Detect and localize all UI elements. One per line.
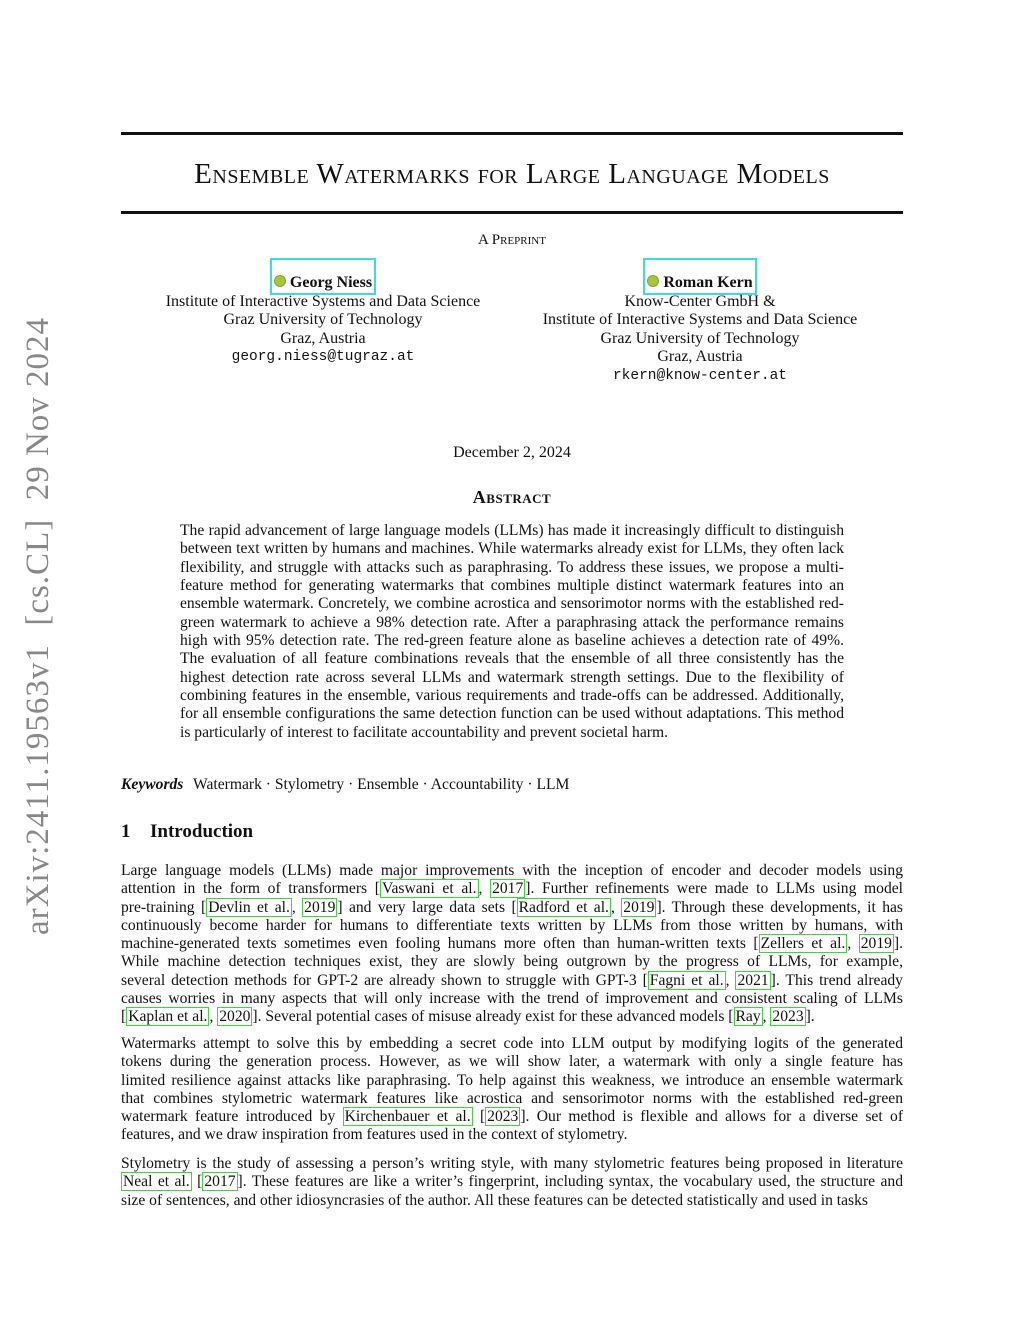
text-line: Stylometry is the study of assessing a person’s writing style, with many stylometric features being proposed in literature: [121, 1155, 903, 1172]
preprint-label: A Preprint: [478, 232, 546, 248]
author-block-1: [150, 258, 496, 367]
author-affiliation: Know-Center GmbH &: [624, 292, 776, 310]
author-affiliation: Institute of Interactive Systems and Data Science: [542, 311, 858, 328]
author-email[interactable]: rkern@know-center.at: [612, 367, 788, 384]
intro-paragraph-1: [121, 862, 903, 1027]
text-line: attention in the form of transformers [ Vaswani et al. , 2017 ]. Further refinements were made to LLMs using model: [121, 880, 904, 898]
citation-link[interactable]: Vaswani et al.: [381, 880, 477, 898]
text-line: that combines stylometric watermark features like acrostica and sensorimotor norms with the established red-green: [121, 1089, 903, 1107]
author-affiliation: Graz, Austria: [280, 329, 366, 347]
citation-link[interactable]: 2021: [737, 971, 769, 989]
citation-link[interactable]: 2020: [219, 1008, 251, 1026]
text-line: watermark feature introduced by Kirchenbauer et al. [ 2023 ]. Our method is flexible and allows for a diverse set of: [121, 1108, 904, 1126]
intro-paragraph-2: [121, 1035, 903, 1145]
keywords-label: Keywords: [121, 776, 184, 793]
author-affiliation: Graz, Austria: [657, 348, 743, 365]
orcid-icon[interactable]: [274, 275, 286, 287]
citation-link[interactable]: Radford et al.: [518, 898, 609, 916]
citation-link[interactable]: Neal et al.: [123, 1173, 190, 1191]
abstract-text: The rapid advancement of large language models (LLMs) has made it increasingly difficult to distinguish between text written by humans and machines. While watermarks already exist for LLMs, they often lack flexibility, and struggle with attacks such as paraphrasing. To address these issues, we propose a multi-feature method for generating watermarks that combines multiple distinct watermark features into an ensemble watermark. Concretely, we combine acrostica and sensorimotor norms with the established red-green watermark to achieve a 98% detection rate. After a paraphrasing attack the performance remains high with 95% detection rate. The red-green feature alone as baseline achieves a detection rate of 49%. The evaluation of all feature combinations reveals that the ensemble of all three consistently has the highest detection rate across several LLMs and watermark strength settings. Due to the flexibility of combining features in the ensemble, various requirements and trade-offs can be addressed. Additionally, for all ensemble configurations the same detection function can be used without adaptations. This method is particularly of interest to facilitate accountability and prevent societal harm.: [180, 522, 844, 741]
citation-link[interactable]: 2019: [623, 898, 655, 916]
paper-title: Ensemble Watermarks for Large Language Models: [194, 158, 830, 190]
author-affiliation: Graz University of Technology: [600, 329, 800, 347]
text-line: [ Kaplan et al. , 2020 ]. Several potential cases of misuse already exist for these advanced models [ Ray , 2023 ].: [121, 1008, 815, 1026]
paper-date: December 2, 2024: [453, 444, 571, 461]
section-heading: [121, 821, 253, 843]
keywords-list: Watermark · Stylometry · Ensemble · Accountability · LLM: [193, 776, 570, 793]
section-number: 1: [121, 821, 131, 842]
title-top-rule: [121, 132, 903, 135]
citation-link[interactable]: Zellers et al.: [760, 935, 846, 953]
keywords-line: [121, 776, 569, 794]
title-bottom-rule: [121, 211, 903, 214]
text-line: pre-training [ Devlin et al. , 2019 ] and very large data sets [ Radford et al. , 2019 ]. Through these developments, it has: [121, 898, 903, 916]
citation-link[interactable]: Kirchenbauer et al.: [344, 1108, 471, 1126]
text-line: Neal et al. [ 2017 ]. These features are like a writer’s fingerprint, including syntax, the vocabulary used, the structure and: [123, 1173, 904, 1191]
text-line: Large language models (LLMs) made major improvements with the inception of encoder and decoder models using: [121, 862, 903, 879]
author-name-link[interactable]: Roman Kern: [643, 258, 756, 295]
text-line: machine-generated texts sometimes even fooling humans more often than human-written texts [ Zellers et al. , 2019 ].: [121, 935, 904, 953]
citation-link[interactable]: Fagni et al.: [649, 971, 724, 989]
citation-link[interactable]: 2017: [492, 880, 524, 898]
text-line: While machine detection techniques exist, they are slowly being outgrown by the progress of LLMs, for example,: [121, 953, 903, 971]
citation-link[interactable]: 2023: [772, 1008, 804, 1026]
text-line: size of sentences, and other idiosyncrasies of the author. All these features can be detected statistically and used in tasks: [121, 1191, 868, 1209]
citation-link[interactable]: 2023: [487, 1108, 519, 1126]
orcid-icon[interactable]: [647, 275, 659, 287]
citation-link[interactable]: Kaplan et al.: [128, 1008, 208, 1026]
text-line: causes worries in many aspects that will only increase with the trend of improvement and consistent scaling of LLMs: [121, 990, 903, 1008]
abstract-heading: Abstract: [472, 487, 552, 507]
text-line: features, and we draw inspiration from features used in the context of stylometry.: [121, 1126, 628, 1144]
citation-link[interactable]: 2019: [304, 898, 336, 916]
text-line: continuously become harder for humans to differentiate texts written by LLMs from those written by humans, with: [121, 916, 903, 934]
author-block-2: [525, 258, 875, 385]
author-name-link[interactable]: Georg Niess: [270, 258, 376, 295]
author-affiliation: Institute of Interactive Systems and Data Science: [165, 292, 481, 310]
arxiv-identifier-stamp: arXiv:2411.19563v1 [cs.CL] 29 Nov 2024: [20, 316, 56, 935]
citation-link[interactable]: 2019: [860, 935, 892, 953]
citation-link[interactable]: 2017: [204, 1173, 236, 1191]
text-line: several detection methods for GPT-2 are already shown to struggle with GPT-3 [ Fagni et al. , 2021 ]. This trend already: [121, 971, 903, 989]
text-line: Watermarks attempt to solve this by embedding a secret code into LLM output by modifying logits of the generated: [121, 1035, 903, 1052]
author-email[interactable]: georg.niess@tugraz.at: [231, 349, 415, 365]
intro-paragraph-3: [121, 1155, 903, 1210]
text-line: limited resilience against attacks like paraphrasing. To help against this weakness, we introduce an ensemble watermark: [121, 1071, 903, 1089]
citation-link[interactable]: Ray: [735, 1008, 761, 1026]
author-affiliation: Graz University of Technology: [223, 311, 423, 328]
section-title: Introduction: [150, 821, 254, 842]
citation-link[interactable]: Devlin et al.: [208, 898, 290, 916]
text-line: tokens during the generation process. However, as we will show later, a watermark with only a single feature has: [121, 1053, 903, 1071]
